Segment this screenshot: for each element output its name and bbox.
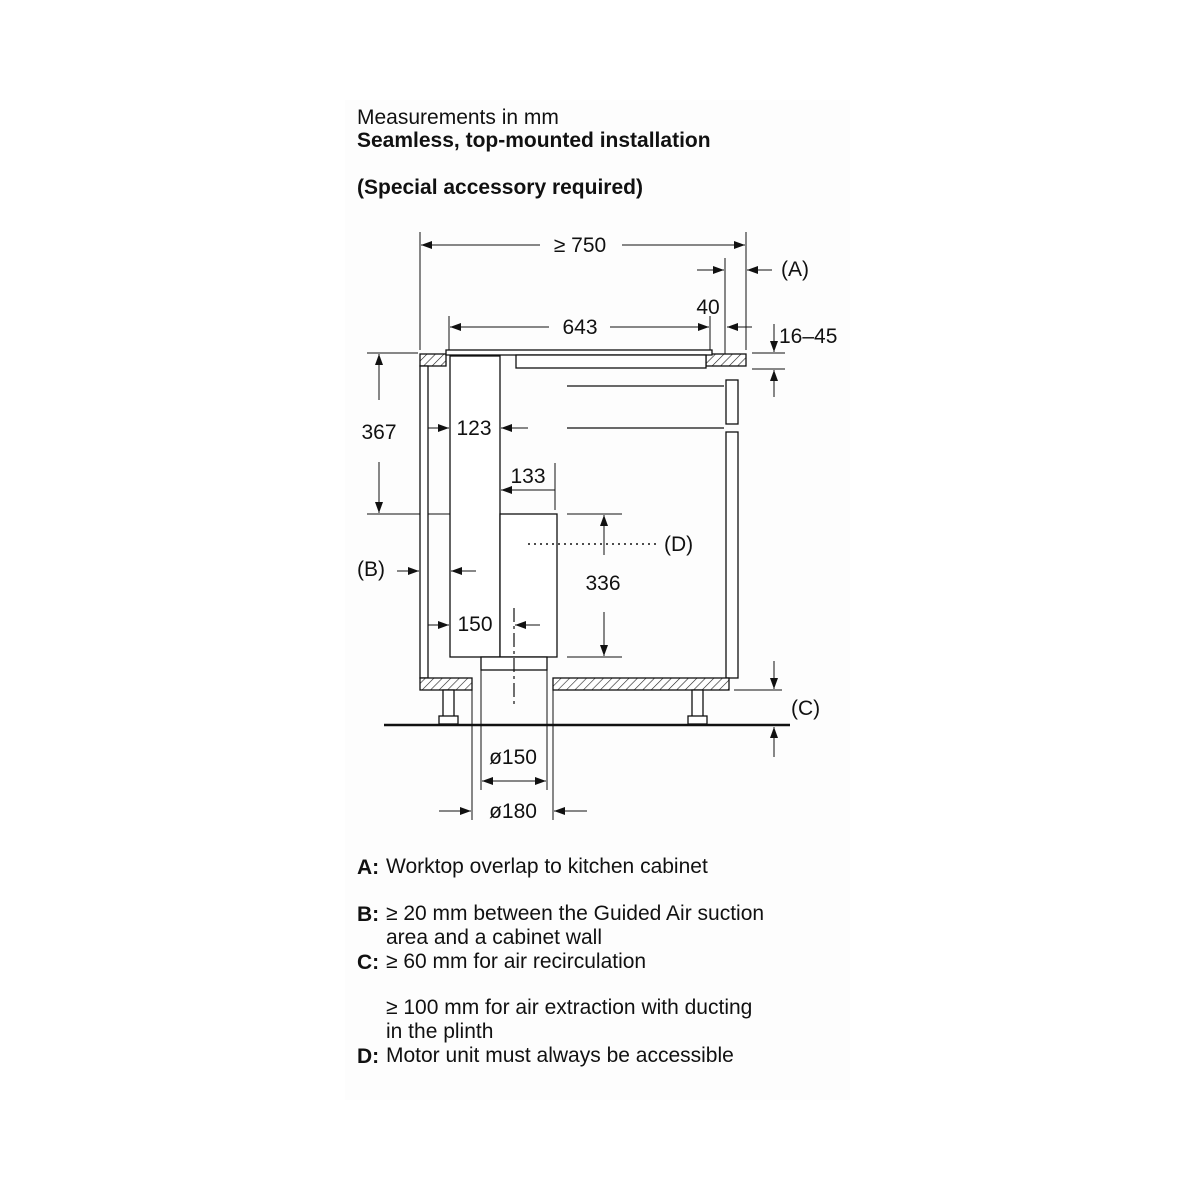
units-note: Measurements in mm [357, 106, 559, 129]
worktop-right-section [706, 354, 746, 366]
cabinet-base-left [420, 678, 472, 690]
dim-label-150: 150 [457, 613, 493, 636]
dim-label-750: ≥ 750 [553, 234, 607, 257]
cabinet-foot-right-base [688, 716, 707, 724]
legend-key-a: A: [357, 856, 380, 879]
marker-b: (B) [357, 558, 385, 581]
cooktop-body [516, 355, 706, 368]
dim-label-16-45: 16–45 [779, 325, 838, 348]
legend-text-c-3: ≥ 100 mm for air extraction with ducting [386, 996, 753, 1019]
legend-key-b: B: [357, 903, 380, 926]
cabinet-foot-right [692, 690, 703, 718]
cabinet-foot-left-base [439, 716, 458, 724]
cabinet-base-right [553, 678, 729, 690]
legend-key-d: D: [357, 1045, 380, 1068]
dim-label-duct-150: ø150 [489, 746, 537, 769]
legend-text-b-1: ≥ 20 mm between the Guided Air suction [386, 902, 765, 925]
marker-d: (D) [664, 533, 694, 556]
dim-label-133: 133 [510, 465, 546, 488]
worktop-left-section [420, 354, 446, 366]
dim-label-336: 336 [585, 572, 621, 595]
cabinet-foot-left [443, 690, 454, 718]
legend-text-b-2: area and a cabinet wall [386, 926, 602, 949]
marker-c: (C) [791, 697, 821, 720]
air-duct-channel [450, 356, 500, 657]
legend-text-d-1: Motor unit must always be accessible [386, 1044, 734, 1067]
drawer-front [726, 380, 738, 424]
cabinet-left-wall [420, 366, 428, 678]
marker-a: (A) [781, 258, 809, 281]
diagram-title: Seamless, top-mounted installation [357, 129, 711, 152]
cabinet-door [726, 432, 738, 678]
legend-text-c-1: ≥ 60 mm for air recirculation [386, 950, 647, 973]
dim-label-367: 367 [361, 421, 397, 444]
diagram-subtitle: (Special accessory required) [357, 176, 643, 199]
legend-text-a-1: Worktop overlap to kitchen cabinet [386, 855, 708, 878]
cooktop-glass [446, 350, 712, 355]
dim-label-643: 643 [562, 316, 598, 339]
dim-label-123: 123 [456, 417, 492, 440]
legend-key-c: C: [357, 951, 380, 974]
dim-label-40: 40 [696, 296, 720, 319]
motor-unit [500, 514, 557, 657]
legend-text-c-4: in the plinth [386, 1020, 494, 1043]
dim-label-duct-180: ø180 [489, 800, 537, 823]
